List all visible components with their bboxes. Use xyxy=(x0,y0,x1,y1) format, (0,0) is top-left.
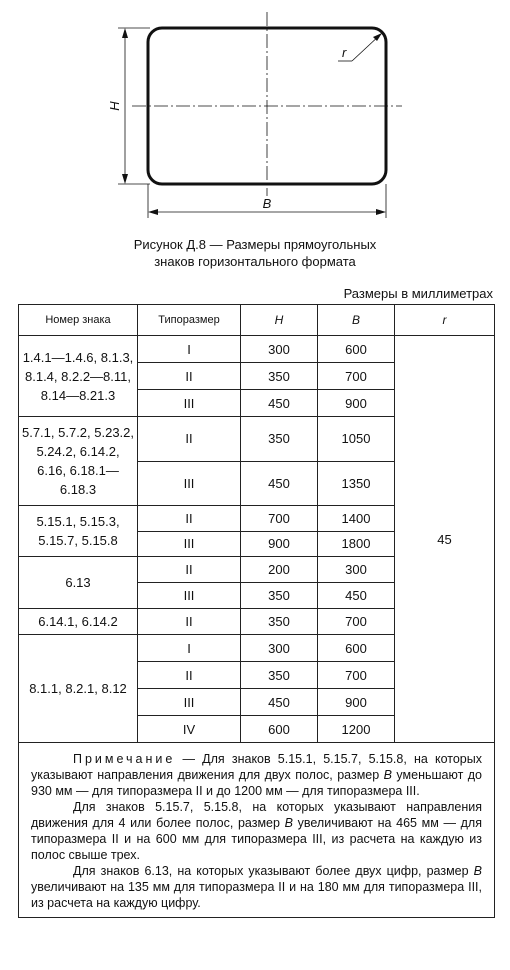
r-label: r xyxy=(342,45,347,60)
h-cell: 900 xyxy=(241,531,318,557)
header-sign-number: Номер знака xyxy=(19,305,138,336)
sign-number-cell: 8.1.1, 8.2.1, 8.12 xyxy=(19,635,138,743)
size-cell: I xyxy=(138,635,241,662)
size-cell: III xyxy=(138,461,241,506)
h-cell: 450 xyxy=(241,390,318,417)
sign-number-cell: 1.4.1—1.4.6, 8.1.3, 8.1.4, 8.2.2—8.11, 8.14—8.21.3 xyxy=(19,336,138,417)
b-arrow-left xyxy=(148,209,158,215)
caption-line-1: Рисунок Д.8 — Размеры прямоугольных xyxy=(133,237,377,252)
h-cell: 350 xyxy=(241,417,318,462)
header-b: B xyxy=(318,305,395,336)
note-paragraph-2: Для знаков 5.15.7, 5.15.8, на которых указывают направления движения для 4 или более полос, размер B увеличивают на 465 мм — для типоразмера II и на 600 мм для типоразмера III, из расчета на каждую из полос свыше трех. xyxy=(31,800,482,862)
note-paragraph-3: Для знаков 6.13, на которых указывают более двух цифр, размер B увеличивают на 135 мм для типоразмера II и на 180 мм для типоразмера III, из расчета на каждую цифру. xyxy=(31,864,482,910)
table-header-row xyxy=(19,305,495,336)
h-cell: 600 xyxy=(241,716,318,743)
note-label: Примечание xyxy=(73,752,176,766)
h-cell: 350 xyxy=(241,609,318,635)
note-row xyxy=(19,743,495,918)
sizes-table xyxy=(18,304,495,918)
size-cell: IV xyxy=(138,716,241,743)
figure-caption xyxy=(0,236,510,270)
b-cell: 1050 xyxy=(318,417,395,462)
b-cell: 700 xyxy=(318,609,395,635)
size-cell: II xyxy=(138,506,241,532)
size-cell: III xyxy=(138,531,241,557)
h-cell: 450 xyxy=(241,461,318,506)
units-note: Размеры в миллиметрах xyxy=(343,286,493,301)
header-r: r xyxy=(395,305,495,336)
size-cell: I xyxy=(138,336,241,363)
sign-number-cell: 5.7.1, 5.7.2, 5.23.2, 5.24.2, 6.14.2, 6.16, 6.18.1—6.18.3 xyxy=(19,417,138,506)
sign-number-cell: 6.13 xyxy=(19,557,138,609)
b-cell: 1400 xyxy=(318,506,395,532)
h-cell: 450 xyxy=(241,689,318,716)
r-value-cell: 45 xyxy=(395,336,495,743)
b-cell: 700 xyxy=(318,363,395,390)
h-cell: 350 xyxy=(241,363,318,390)
header-h: H xyxy=(241,305,318,336)
table-note xyxy=(19,743,495,918)
b-arrow-right xyxy=(376,209,386,215)
h-arrow-bottom xyxy=(122,174,128,184)
size-cell: II xyxy=(138,609,241,635)
b-cell: 900 xyxy=(318,689,395,716)
h-cell: 700 xyxy=(241,506,318,532)
table-row xyxy=(19,336,495,363)
b-cell: 600 xyxy=(318,336,395,363)
header-size: Типоразмер xyxy=(138,305,241,336)
size-cell: III xyxy=(138,390,241,417)
size-cell: II xyxy=(138,417,241,462)
size-cell: II xyxy=(138,662,241,689)
b-cell: 1800 xyxy=(318,531,395,557)
note-paragraph-1: Примечание — Для знаков 5.15.1, 5.15.7, 5.15.8, на которых указывают направления движения для двух полос, размер B уменьшают до 930 мм — для типоразмера II и до 1200 мм — для типоразмера III. xyxy=(31,752,482,798)
b-cell: 900 xyxy=(318,390,395,417)
h-arrow-top xyxy=(122,28,128,38)
size-cell: II xyxy=(138,363,241,390)
h-label: H xyxy=(107,101,122,111)
b-cell: 700 xyxy=(318,662,395,689)
h-cell: 300 xyxy=(241,635,318,662)
sign-number-cell: 6.14.1, 6.14.2 xyxy=(19,609,138,635)
b-cell: 600 xyxy=(318,635,395,662)
size-cell: III xyxy=(138,583,241,609)
size-cell: II xyxy=(138,557,241,583)
h-cell: 350 xyxy=(241,662,318,689)
b-label: B xyxy=(262,196,272,211)
h-cell: 350 xyxy=(241,583,318,609)
size-cell: III xyxy=(138,689,241,716)
caption-line-2: знаков горизонтального формата xyxy=(154,254,356,269)
b-cell: 300 xyxy=(318,557,395,583)
dimension-drawing xyxy=(0,0,510,230)
h-cell: 300 xyxy=(241,336,318,363)
b-cell: 1200 xyxy=(318,716,395,743)
sign-number-cell: 5.15.1, 5.15.3, 5.15.7, 5.15.8 xyxy=(19,506,138,557)
b-cell: 450 xyxy=(318,583,395,609)
b-cell: 1350 xyxy=(318,461,395,506)
h-cell: 200 xyxy=(241,557,318,583)
